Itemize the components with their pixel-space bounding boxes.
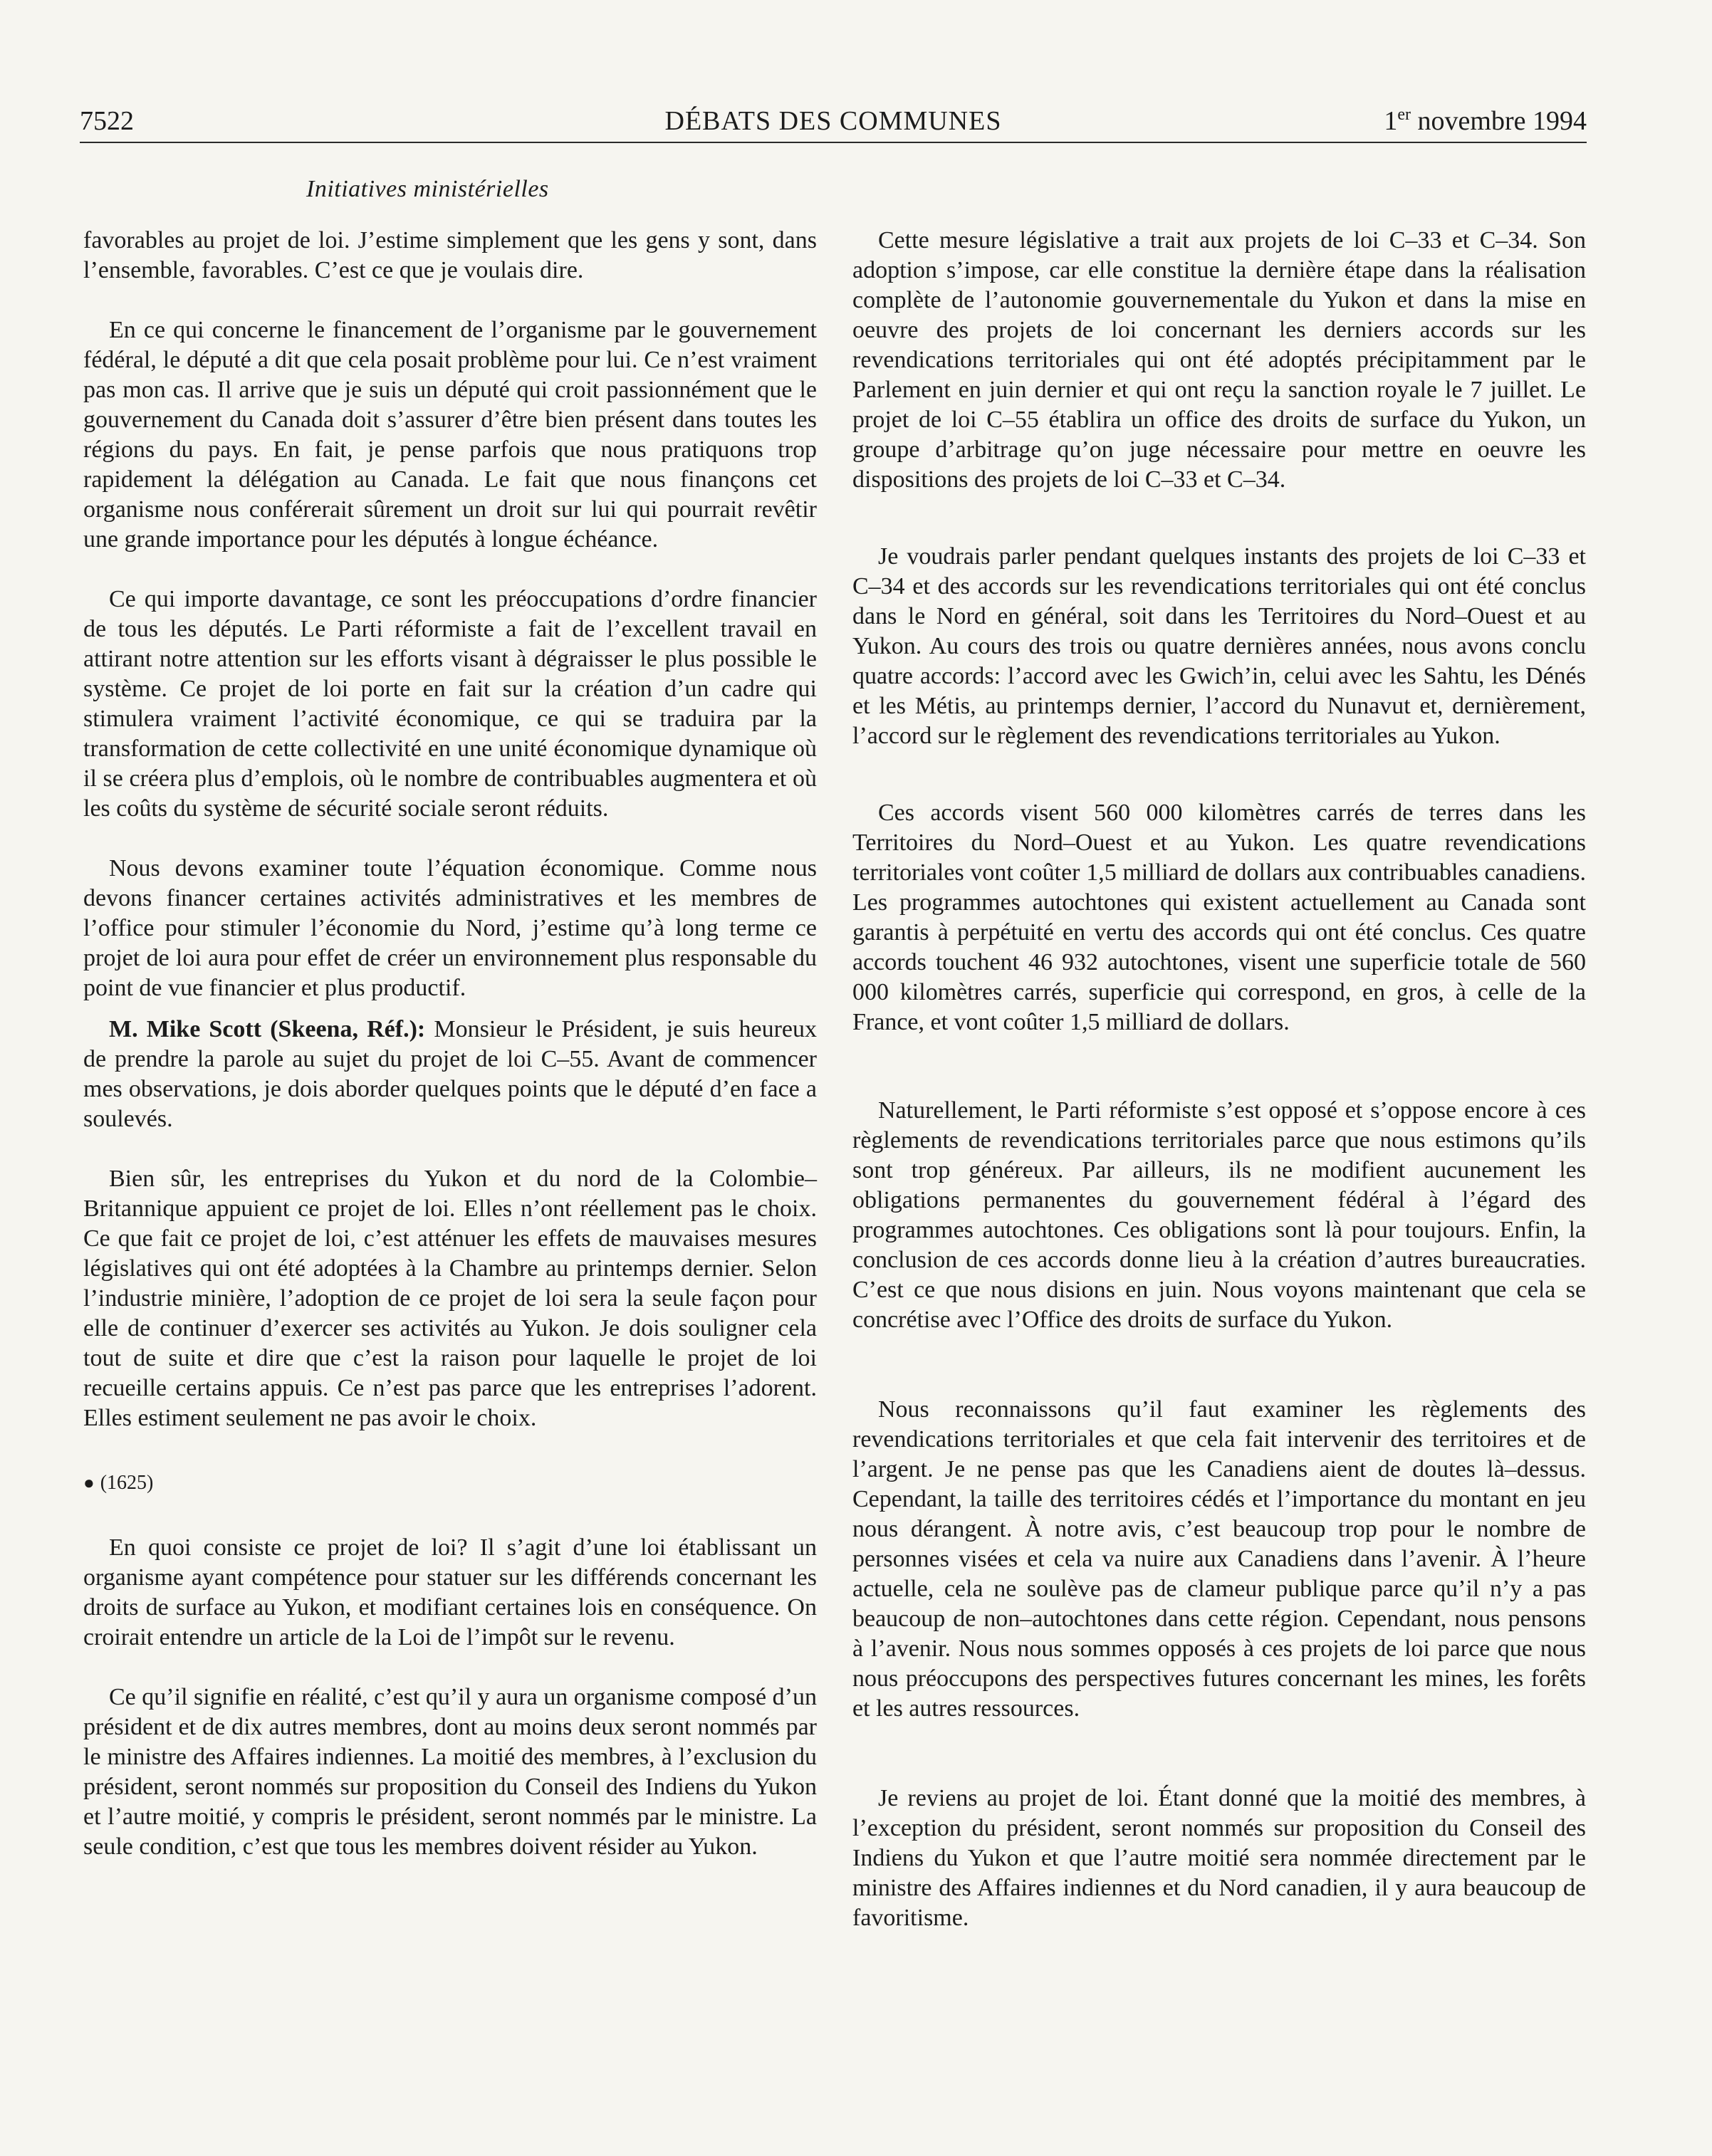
paragraph: Je voudrais parler pendant quelques instants des projets de loi C–33 et C–34 et des accords sur les revendications territoriales qui ont été conclus dans le Nord en général, soit dans les Territoires du Nord–Ouest et au Yukon. Au cours des trois ou quatre dernières années, nous avons conclu quatre accords: l’accord avec les Gwich’in, celui avec les Sahtu, les Dénés et les Métis, au printemps dernier, l’accord du Nunavut et, dernièrement, l’accord sur le règlement des revendications territoriales au Yukon. xyxy=(852,543,1586,749)
time-stamp xyxy=(83,1469,817,1497)
page-header xyxy=(80,100,1587,142)
speaker-text: Monsieur le Président, je suis heureux de prendre la parole au sujet du projet de loi C–55. Avant de commencer mes observations, je dois aborder quelques points que le député d’en face a soulevés. xyxy=(83,1016,817,1132)
date-rest: novembre 1994 xyxy=(1411,106,1587,136)
header-rule xyxy=(80,142,1587,143)
paragraph: Bien sûr, les entreprises du Yukon et du nord de la Colombie–Britannique appuient ce projet de loi. Elles n’ont réellement pas le choix. Ce que fait ce projet de loi, c’est atténuer les effets de mauvaises mesures législatives qui ont été adoptées à la Chambre au printemps dernier. Selon l’industrie minière, l’adoption de ce projet de loi sera la seule façon pour elle de continuer d’exercer ses activités au Yukon. Je dois souligner cela tout de suite et dire que c’est la raison pour laquelle le projet de loi recueille certains appuis. Ce n’est pas parce que les entreprises l’adorent. Elles estiment seulement ne pas avoir le choix. xyxy=(83,1166,817,1431)
speaker-name: M. Mike Scott (Skeena, Réf.): xyxy=(109,1016,426,1042)
time-stamp-text: (1625) xyxy=(100,1472,154,1494)
section-title: Initiatives ministérielles xyxy=(306,176,549,202)
paragraph: Cette mesure législative a trait aux projets de loi C–33 et C–34. Son adoption s’impose, car elle constitue la dernière étape dans la réalisation complète de l’autonomie gouvernementale du Yukon et dans la mise en oeuvre des projets de loi concernant les derniers accords sur les revendications territoriales qui ont été adoptés précipitamment par le Parlement en juin dernier et qui ont reçu la sanction royale le 7 juillet. Le projet de loi C–55 établira un office des droits de surface du Yukon, un groupe d’arbitrage qu’on juge nécessaire pour mettre en oeuvre les dispositions des projets de loi C–33 et C–34. xyxy=(852,227,1586,493)
date-suffix: er xyxy=(1397,105,1411,124)
paragraph: Ce qui importe davantage, ce sont les préoccupations d’ordre financier de tous les députés. Le Parti réformiste a fait de l’excellent travail en attirant notre attention sur les efforts visant à dégraisser le plus possible le système. Ce projet de loi porte en fait sur la création d’un cadre qui stimulera vraiment l’activité économique, ce qui se traduira par la transformation de cette collectivité en une unité économique dynamique où il se créera plus d’emplois, où le nombre de contribuables augmentera et où les coûts du système de sécurité sociale seront réduits. xyxy=(83,586,817,822)
paragraph: En quoi consiste ce projet de loi? Il s’agit d’une loi établissant un organisme ayant compétence pour statuer sur les différends concernant les droits de surface au Yukon, et modifiant certaines lois en conséquence. On croirait entendre un article de la Loi de l’impôt sur le revenu. xyxy=(83,1534,817,1650)
paragraph: Je reviens au projet de loi. Étant donné que la moitié des membres, à l’exception du président, seront nommés sur proposition du Conseil des Indiens du Yukon et que l’autre moitié sera nommée directement par le ministre des Affaires indiennes et du Nord canadien, il y aura beaucoup de favoritisme. xyxy=(852,1785,1586,1931)
bullet-icon: ● xyxy=(83,1472,95,1493)
journal-title: DÉBATS DES COMMUNES xyxy=(664,106,1002,136)
paragraph: Ce qu’il signifie en réalité, c’est qu’il y aura un organisme composé d’un président et de dix autres membres, dont au moins deux seront nommés par le ministre des Affaires indiennes. La moitié des membres, à l’exclusion du président, seront nommés sur proposition du Conseil des Indiens du Yukon et l’autre moitié, y compris le président, seront nommés par le ministre. La seule condition, c’est que tous les membres doivent résider au Yukon. xyxy=(83,1684,817,1860)
page-number: 7522 xyxy=(80,106,134,136)
header-date xyxy=(1384,100,1587,142)
speaker-paragraph xyxy=(83,1015,817,1134)
paragraph: Ces accords visent 560 000 kilomètres carrés de terres dans les Territoires du Nord–Ouest et au Yukon. Les quatre revendications territoriales vont coûter 1,5 milliard de dollars aux contribuables canadiens. Les programmes autochtones qui existent actuellement au Canada sont garantis à perpétuité en vertu des accords qui ont été conclus. Ces quatre accords touchent 46 932 autochtones, visent une superficie totale de 560 000 kilomètres carrés, superficie qui correspond, en gros, à celle de la France, et vont coûter 1,5 milliard de dollars. xyxy=(852,800,1586,1035)
right-column xyxy=(852,226,1586,1933)
left-column xyxy=(83,226,817,1862)
paragraph: Nous reconnaissons qu’il faut examiner les règlements des revendications territoriales et que cela fait intervenir des territoires et de l’argent. Je ne pense pas que les Canadiens aient de doutes là–dessus. Cependant, la taille des territoires cédés et l’importance du montant en jeu nous dérangent. À notre avis, c’est beaucoup trop pour le nombre de personnes visées et cela va nuire aux Canadiens dans l’avenir. À l’heure actuelle, cela ne soulève pas de clameur publique parce qu’il n’y a pas beaucoup de non–autochtones dans cette région. Cependant, nous pensons à l’avenir. Nous nous sommes opposés à ces projets de loi parce que nous nous préoccupons des perspectives futures concernant les mines, les forêts et les autres ressources. xyxy=(852,1396,1586,1722)
paragraph: En ce qui concerne le financement de l’organisme par le gouvernement fédéral, le député a dit que cela posait problème pour lui. Ce n’est vraiment pas mon cas. Il arrive que je suis un député qui croit passionnément que le gouvernement du Canada doit s’assurer d’être bien présent dans toutes les régions du pays. En fait, je pense parfois que nous pratiquons trop rapidement la délégation au Canada. Le fait que nous finançons cet organisme nous conférerait sûrement un droit sur lui qui pourrait revêtir une grande importance pour les députés à longue échéance. xyxy=(83,317,817,553)
date-ordinal: 1 xyxy=(1384,106,1398,136)
paragraph: favorables au projet de loi. J’estime simplement que les gens y sont, dans l’ensemble, favorables. C’est ce que je voulais dire. xyxy=(83,227,817,283)
paragraph: Nous devons examiner toute l’équation économique. Comme nous devons financer certaines activités administratives et les membres de l’office pour stimuler l’économie du Nord, j’estime qu’à long terme ce projet de loi aura pour effet de créer un environnement plus responsable du point de vue financier et plus productif. xyxy=(83,855,817,1001)
paragraph: Naturellement, le Parti réformiste s’est opposé et s’oppose encore à ces règlements de revendications territoriales parce que nous estimons qu’ils sont trop généreux. Par ailleurs, ils ne modifient aucunement les obligations permanentes du gouvernement fédéral à l’égard des programmes autochtones. Ces obligations sont là pour toujours. Enfin, la conclusion de ces accords donne lieu à la création d’autres bureaucraties. C’est ce que nous disions en juin. Nous voyons maintenant que cela se concrétise avec l’Office des droits de surface du Yukon. xyxy=(852,1097,1586,1333)
